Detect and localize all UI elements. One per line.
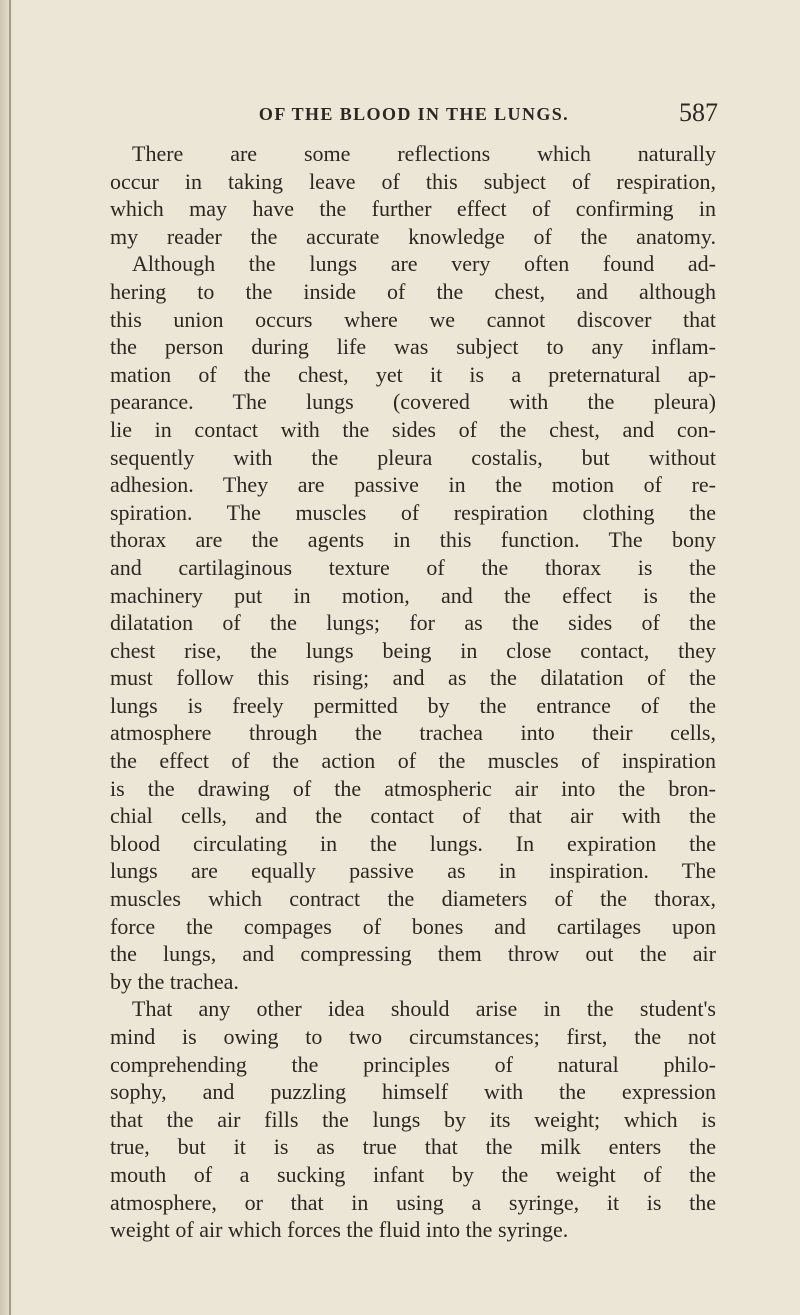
text-line: force the compages of bones and cartilages upon <box>110 913 716 939</box>
text-line: my reader the accurate knowledge of the anatomy. <box>110 223 716 249</box>
text-line: mind is owing to two circumstances; first, the not <box>110 1024 716 1049</box>
text-line: lungs are equally passive as in inspiration. The <box>110 858 716 884</box>
running-head: OF THE BLOOD IN THE LUNGS. <box>258 104 570 124</box>
page-number: 587 <box>679 98 718 127</box>
text-line: pearance. The lungs (covered with the pleura) <box>110 389 716 415</box>
text-line: by the trachea. <box>110 968 239 994</box>
text-line: blood circulating in the lungs. In expiration the <box>110 830 716 856</box>
text-line: occur in taking leave of this subject of respiration, <box>110 168 716 194</box>
text-line: mouth of a sucking infant by the weight of the <box>110 1161 716 1187</box>
text-line: machinery put in motion, and the effect is the <box>110 582 716 608</box>
text-line: the effect of the action of the muscles of inspiration <box>110 748 716 774</box>
text-line: lungs is freely permitted by the entrance of the <box>110 692 716 718</box>
text-line: comprehending the principles of natural philo- <box>110 1051 716 1077</box>
text-line: true, but it is as true that the milk enters the <box>110 1134 716 1160</box>
text-line: that the air fills the lungs by its weight; which is <box>110 1106 716 1132</box>
gutter-rule <box>9 0 11 1315</box>
text-line: atmosphere through the trachea into their cells, <box>110 720 716 746</box>
text-line: which may have the further effect of confirming in <box>110 196 716 222</box>
page-header <box>110 98 718 134</box>
text-line: and cartilaginous texture of the thorax is the <box>110 554 716 580</box>
text-line: hering to the inside of the chest, and although <box>110 278 716 304</box>
text-line: chest rise, the lungs being in close contact, they <box>110 637 716 663</box>
text-line: weight of air which forces the fluid into the syringe. <box>110 1217 569 1243</box>
text-line: the person during life was subject to any inflam- <box>110 334 716 360</box>
text-line: lie in contact with the sides of the chest, and con- <box>110 416 716 442</box>
text-line: atmosphere, or that in using a syringe, it is the <box>110 1189 716 1215</box>
text-line: dilatation of the lungs; for as the sides of the <box>110 610 716 636</box>
text-line: chial cells, and the contact of that air with the <box>110 803 716 829</box>
text-line: must follow this rising; and as the dilatation of the <box>110 665 716 691</box>
page-gutter-shadow <box>0 0 14 1315</box>
text-line: sequently with the pleura costalis, but without <box>110 444 716 470</box>
text-line: That any other idea should arise in the student's <box>132 996 716 1022</box>
text-line: Although the lungs are very often found ad- <box>132 251 716 277</box>
text-line: this union occurs where we cannot discover that <box>110 306 716 332</box>
text-line: mation of the chest, yet it is a preternatural ap- <box>110 361 716 387</box>
text-line: muscles which contract the diameters of the thorax, <box>110 886 716 912</box>
text-line: sophy, and puzzling himself with the expression <box>110 1079 716 1105</box>
body-text <box>110 140 716 1244</box>
text-line: spiration. The muscles of respiration clothing the <box>110 499 716 525</box>
text-line: There are some reflections which naturally <box>132 141 716 166</box>
text-line: the lungs, and compressing them throw out the air <box>110 941 716 967</box>
text-line: is the drawing of the atmospheric air into the bron- <box>110 775 716 801</box>
text-line: adhesion. They are passive in the motion of re- <box>110 472 716 498</box>
text-line: thorax are the agents in this function. The bony <box>110 527 716 553</box>
